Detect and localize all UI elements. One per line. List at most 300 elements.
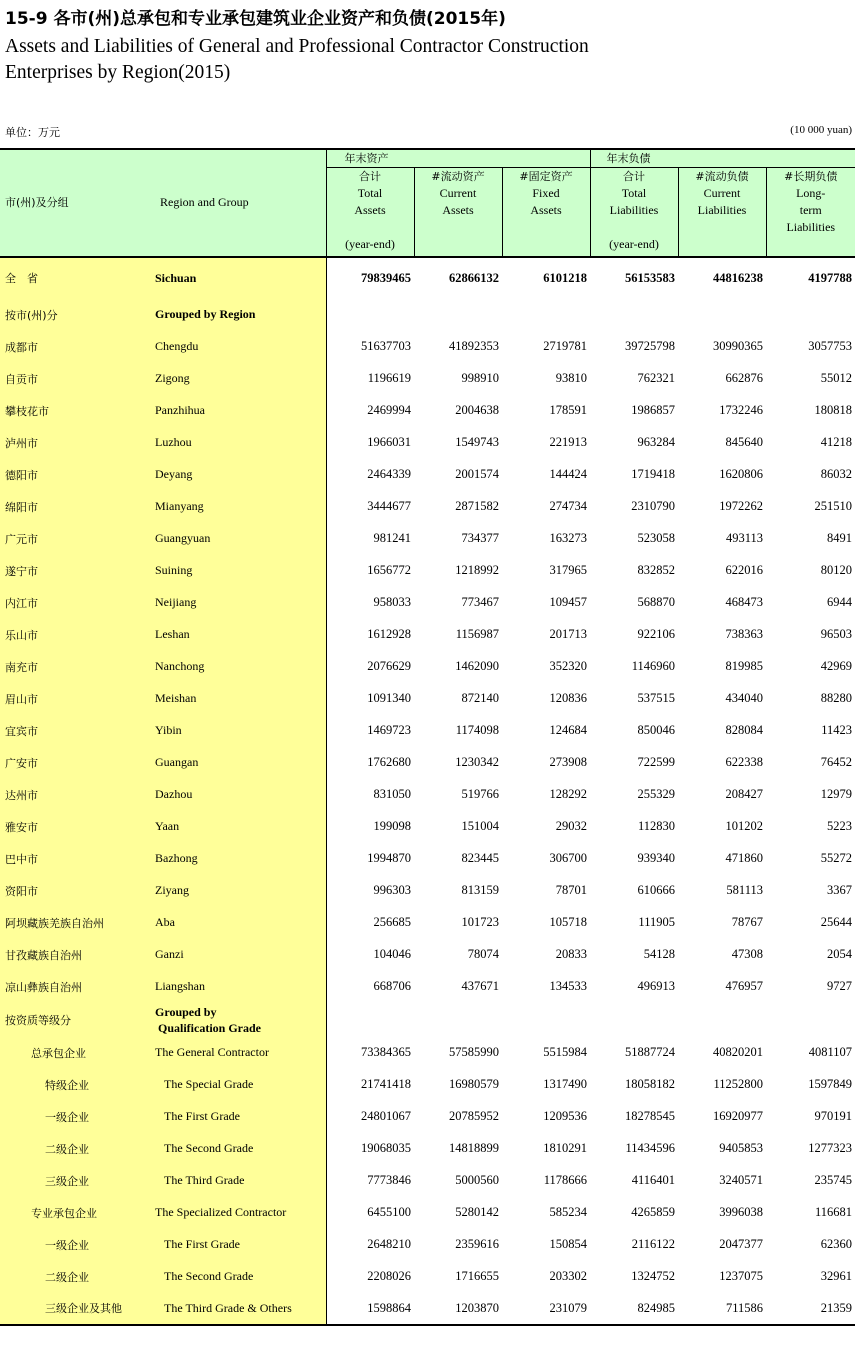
table-row xyxy=(0,747,855,779)
cell-total-assets: 24801067 xyxy=(361,1109,411,1123)
row-region-en-line2: Qualification Grade xyxy=(158,1020,261,1035)
cell-current-assets: 5000560 xyxy=(455,1173,499,1187)
cell-current-liabilities: 40820201 xyxy=(713,1045,763,1059)
unit-label-zh: 单位：万元 xyxy=(5,126,60,139)
row-region-zh: 按市(州)分 xyxy=(0,299,155,331)
row-region-en xyxy=(155,257,326,299)
cell-current-assets: 1156987 xyxy=(455,627,499,641)
row-region-en-text: The Second Grade xyxy=(164,1269,254,1283)
cell-current-liabilities xyxy=(678,299,766,331)
row-region-zh: 德阳市 xyxy=(0,459,155,491)
table-row xyxy=(0,811,855,843)
cell-long-term-liabilities: 180818 xyxy=(814,403,853,417)
cell-current-assets: 1203870 xyxy=(414,1293,502,1325)
row-region-en-text: Grouped by Region xyxy=(155,307,256,321)
cell-current-assets: 437671 xyxy=(461,979,499,993)
cell-total-assets: 21741418 xyxy=(361,1077,411,1091)
cell-current-assets: 2004638 xyxy=(455,403,499,417)
cell-current-liabilities: 1972262 xyxy=(719,499,763,513)
cell-fixed-assets: 274734 xyxy=(549,499,587,513)
row-region-en xyxy=(155,1197,326,1229)
table-row xyxy=(0,779,855,811)
cell-long-term-liabilities: 6944 xyxy=(827,595,853,609)
cell-fixed-assets: 5515984 xyxy=(543,1045,587,1059)
cell-total-liabilities: 850046 xyxy=(637,723,675,737)
header-region-zh: 市(州)及分组 xyxy=(0,149,155,257)
table-row xyxy=(0,1069,855,1101)
cell-current-liabilities: 1620806 xyxy=(719,467,763,481)
cell-total-assets: 2208026 xyxy=(367,1269,411,1283)
cell-total-liabilities xyxy=(590,299,678,331)
table-row xyxy=(0,587,855,619)
cell-long-term-liabilities: 55012 xyxy=(820,371,853,385)
row-region-zh: 遂宁市 xyxy=(0,555,155,587)
cell-total-assets: 996303 xyxy=(373,883,411,897)
row-region-en-line1: Grouped by xyxy=(155,1004,217,1019)
row-region-zh: 宜宾市 xyxy=(0,715,155,747)
cell-current-assets: 823445 xyxy=(461,851,499,865)
row-region-en xyxy=(155,939,326,971)
row-region-zh: 广安市 xyxy=(0,747,155,779)
header-current-liabilities: #流动负债 Current Liabilities xyxy=(678,168,766,257)
table-row xyxy=(0,1133,855,1165)
cell-current-assets: 62866132 xyxy=(449,270,499,285)
table-row xyxy=(0,395,855,427)
row-region-en xyxy=(155,907,326,939)
cell-total-assets: 1994870 xyxy=(367,851,411,865)
row-region-en-text: The First Grade xyxy=(164,1237,240,1251)
header-assets-group: 年末资产 xyxy=(326,149,590,168)
table-row xyxy=(0,491,855,523)
cell-long-term-liabilities: 1277323 xyxy=(808,1141,853,1155)
table-row xyxy=(0,1165,855,1197)
header-total-assets: 合计 Total Assets (year-end) xyxy=(326,168,414,257)
row-region-zh: 乐山市 xyxy=(0,619,155,651)
cell-total-assets: 668706 xyxy=(373,979,411,993)
cell-fixed-assets: 150854 xyxy=(549,1237,587,1251)
row-region-zh: 凉山彝族自治州 xyxy=(0,971,155,1003)
cell-total-liabilities: 722599 xyxy=(637,755,675,769)
row-region-zh: 甘孜藏族自治州 xyxy=(0,939,155,971)
cell-total-liabilities: 1719418 xyxy=(631,467,675,481)
row-region-en-text: Zigong xyxy=(155,371,190,385)
row-region-en xyxy=(155,395,326,427)
table-row xyxy=(0,427,855,459)
row-region-en xyxy=(155,491,326,523)
row-region-zh: 自贡市 xyxy=(0,363,155,395)
cell-total-liabilities: 496913 xyxy=(637,979,675,993)
table-row xyxy=(0,555,855,587)
cell-long-term-liabilities: 251510 xyxy=(814,499,853,513)
cell-total-liabilities: 2310790 xyxy=(631,499,675,513)
cell-fixed-assets: 78701 xyxy=(555,883,587,897)
row-region-zh: 特级企业 xyxy=(0,1069,155,1101)
row-region-en-text: The Special Grade xyxy=(164,1077,254,1091)
row-region-en-text: Nanchong xyxy=(155,659,205,673)
data-table xyxy=(0,148,855,1326)
cell-total-liabilities: 18278545 xyxy=(625,1109,675,1123)
cell-current-liabilities: 208427 xyxy=(725,787,763,801)
row-region-en xyxy=(155,747,326,779)
row-region-en xyxy=(155,811,326,843)
row-region-en-text: The First Grade xyxy=(164,1109,240,1123)
unit-label-en: (10 000 yuan) xyxy=(790,124,852,136)
cell-total-liabilities: 610666 xyxy=(637,883,675,897)
header-liabilities-group: 年末负债 xyxy=(590,149,855,168)
cell-fixed-assets: 352320 xyxy=(549,659,587,673)
cell-total-assets: 958033 xyxy=(373,595,411,609)
cell-total-liabilities: 111905 xyxy=(638,915,675,929)
cell-long-term-liabilities: 11423 xyxy=(821,723,853,737)
cell-long-term-liabilities: 116681 xyxy=(814,1205,853,1219)
row-region-en xyxy=(155,971,326,1003)
cell-long-term-liabilities: 42969 xyxy=(820,659,853,673)
cell-total-liabilities: 922106 xyxy=(637,627,675,641)
row-region-en-text: Suining xyxy=(155,563,193,577)
cell-current-assets: 78074 xyxy=(467,947,499,961)
cell-total-assets: 831050 xyxy=(373,787,411,801)
cell-long-term-liabilities: 3367 xyxy=(827,883,853,897)
cell-current-liabilities: 819985 xyxy=(725,659,763,673)
cell-current-liabilities: 101202 xyxy=(725,819,763,833)
cell-long-term-liabilities: 8491 xyxy=(827,531,853,545)
row-region-zh: 达州市 xyxy=(0,779,155,811)
cell-long-term-liabilities xyxy=(766,299,855,331)
cell-total-assets: 1966031 xyxy=(367,435,411,449)
cell-current-assets: 41892353 xyxy=(449,339,499,353)
cell-total-assets: 7773846 xyxy=(367,1173,411,1187)
table-row xyxy=(0,1293,855,1325)
table-row xyxy=(0,971,855,1003)
cell-current-assets: 5280142 xyxy=(455,1205,499,1219)
row-region-en-text: Guangan xyxy=(155,755,199,769)
cell-total-liabilities: 11434596 xyxy=(625,1141,675,1155)
cell-total-assets: 1762680 xyxy=(367,755,411,769)
row-region-en xyxy=(155,1069,326,1101)
row-region-en xyxy=(155,587,326,619)
cell-long-term-liabilities: 55272 xyxy=(820,851,853,865)
cell-total-assets: 2464339 xyxy=(367,467,411,481)
row-region-en-text: Bazhong xyxy=(155,851,198,865)
table-row xyxy=(0,363,855,395)
table-row xyxy=(0,1261,855,1293)
cell-current-liabilities: 3240571 xyxy=(719,1173,763,1187)
cell-fixed-assets: 120836 xyxy=(549,691,587,705)
row-region-zh: 全 省 xyxy=(0,257,155,299)
row-region-zh: 资阳市 xyxy=(0,875,155,907)
cell-total-liabilities: 523058 xyxy=(637,531,675,545)
cell-fixed-assets: 1317490 xyxy=(543,1077,587,1091)
row-region-zh: 总承包企业 xyxy=(0,1037,155,1069)
row-region-en-text: Mianyang xyxy=(155,499,204,513)
cell-total-liabilities: 112830 xyxy=(637,819,675,833)
row-region-en xyxy=(155,1037,326,1069)
row-region-zh: 成都市 xyxy=(0,331,155,363)
cell-total-liabilities: 1324752 xyxy=(631,1269,675,1283)
cell-total-assets: 2469994 xyxy=(367,403,411,417)
row-region-en xyxy=(155,555,326,587)
cell-current-assets: 1218992 xyxy=(455,563,499,577)
cell-total-liabilities: 18058182 xyxy=(625,1077,675,1091)
cell-fixed-assets: 201713 xyxy=(549,627,587,641)
table-row xyxy=(0,715,855,747)
cell-current-liabilities: 16920977 xyxy=(713,1109,763,1123)
cell-current-liabilities: 78767 xyxy=(731,915,763,929)
cell-total-liabilities: 762321 xyxy=(637,371,675,385)
row-region-en xyxy=(155,523,326,555)
header-total-liabilities: 合计 Total Liabilities (year-end) xyxy=(590,168,678,257)
cell-current-liabilities: 434040 xyxy=(725,691,763,705)
table-row xyxy=(0,843,855,875)
cell-current-liabilities: 622338 xyxy=(725,755,763,769)
cell-total-assets: 3444677 xyxy=(367,499,411,513)
table-row xyxy=(0,1229,855,1261)
cell-total-liabilities: 255329 xyxy=(637,787,675,801)
cell-total-liabilities: 1986857 xyxy=(631,403,675,417)
cell-long-term-liabilities: 9727 xyxy=(827,979,853,993)
table-row xyxy=(0,875,855,907)
row-region-en xyxy=(155,651,326,683)
cell-current-assets: 2871582 xyxy=(455,499,499,513)
row-region-en-text: Liangshan xyxy=(155,979,205,993)
row-region-zh: 泸州市 xyxy=(0,427,155,459)
cell-current-assets xyxy=(414,299,502,331)
cell-current-assets: 101723 xyxy=(461,915,499,929)
header-region-en: Region and Group xyxy=(155,149,326,257)
cell-total-assets: 2076629 xyxy=(367,659,411,673)
cell-current-assets: 1549743 xyxy=(455,435,499,449)
cell-fixed-assets: 231079 xyxy=(502,1293,590,1325)
cell-current-assets: 2001574 xyxy=(455,467,499,481)
cell-current-liabilities: 47308 xyxy=(731,947,763,961)
table-body xyxy=(0,257,855,1325)
cell-current-assets: 813159 xyxy=(461,883,499,897)
header-current-assets: #流动资产 Current Assets xyxy=(414,168,502,257)
row-region-en-text: Luzhou xyxy=(155,435,192,449)
cell-long-term-liabilities: 96503 xyxy=(820,627,853,641)
cell-long-term-liabilities: 32961 xyxy=(820,1269,853,1283)
cell-current-liabilities: 622016 xyxy=(725,563,763,577)
cell-current-assets: 1462090 xyxy=(455,659,499,673)
cell-total-liabilities: 939340 xyxy=(637,851,675,865)
cell-fixed-assets: 124684 xyxy=(549,723,587,737)
cell-fixed-assets: 105718 xyxy=(549,915,587,929)
cell-fixed-assets: 178591 xyxy=(549,403,587,417)
cell-current-liabilities: 662876 xyxy=(725,371,763,385)
cell-fixed-assets: 109457 xyxy=(549,595,587,609)
cell-current-liabilities: 3996038 xyxy=(719,1205,763,1219)
cell-long-term-liabilities: 5223 xyxy=(827,819,853,833)
row-region-en xyxy=(155,843,326,875)
cell-current-assets: 1174098 xyxy=(455,723,499,737)
cell-long-term-liabilities: 25644 xyxy=(820,915,853,929)
cell-long-term-liabilities: 76452 xyxy=(820,755,853,769)
cell-fixed-assets: 1209536 xyxy=(543,1109,587,1123)
cell-fixed-assets: 29032 xyxy=(555,819,587,833)
cell-current-liabilities: 493113 xyxy=(725,531,763,545)
cell-total-assets xyxy=(326,299,414,331)
cell-fixed-assets: 1178666 xyxy=(543,1173,587,1187)
cell-total-liabilities: 4116401 xyxy=(631,1173,675,1187)
cell-long-term-liabilities xyxy=(766,1003,855,1037)
cell-current-assets: 2359616 xyxy=(455,1237,499,1251)
title-block xyxy=(5,4,853,86)
table-row xyxy=(0,459,855,491)
cell-current-assets: 998910 xyxy=(461,371,499,385)
cell-current-liabilities: 1237075 xyxy=(719,1269,763,1283)
row-region-en xyxy=(155,1101,326,1133)
row-region-zh: 攀枝花市 xyxy=(0,395,155,427)
table-row xyxy=(0,1037,855,1069)
row-region-en-text: Yibin xyxy=(155,723,182,737)
cell-total-liabilities: 963284 xyxy=(637,435,675,449)
cell-current-assets: 20785952 xyxy=(449,1109,499,1123)
title-zh: 15-9 各市(州)总承包和专业承包建筑业企业资产和负债(2015年) xyxy=(5,9,506,29)
cell-long-term-liabilities: 2054 xyxy=(827,947,853,961)
row-region-zh: 三级企业 xyxy=(0,1165,155,1197)
row-region-zh: 巴中市 xyxy=(0,843,155,875)
cell-fixed-assets xyxy=(502,1003,590,1037)
cell-total-liabilities: 832852 xyxy=(637,563,675,577)
row-region-en-text: Guangyuan xyxy=(155,531,211,545)
cell-long-term-liabilities: 970191 xyxy=(814,1109,853,1123)
row-region-en xyxy=(155,1165,326,1197)
row-region-en-text: Aba xyxy=(155,915,175,929)
row-region-en xyxy=(155,875,326,907)
cell-total-assets: 73384365 xyxy=(361,1045,411,1059)
title-en-line2: Enterprises by Region(2015) xyxy=(5,62,231,83)
row-region-en-text: The Second Grade xyxy=(164,1141,254,1155)
row-region-en xyxy=(155,299,326,331)
cell-total-assets: 1469723 xyxy=(367,723,411,737)
cell-long-term-liabilities: 4197788 xyxy=(808,270,853,285)
cell-total-assets: 1091340 xyxy=(367,691,411,705)
row-region-zh: 按资质等级分 xyxy=(0,1003,155,1037)
row-region-zh: 广元市 xyxy=(0,523,155,555)
cell-total-assets: 981241 xyxy=(373,531,411,545)
title-en-line1: Assets and Liabilities of General and Professional Contractor Construction xyxy=(5,36,589,57)
cell-total-assets: 199098 xyxy=(373,819,411,833)
cell-total-liabilities: 4265859 xyxy=(631,1205,675,1219)
cell-fixed-assets: 273908 xyxy=(549,755,587,769)
row-region-en-text: The Third Grade xyxy=(164,1173,245,1187)
cell-current-liabilities: 828084 xyxy=(725,723,763,737)
cell-total-liabilities: 824985 xyxy=(590,1293,678,1325)
cell-total-assets: 104046 xyxy=(373,947,411,961)
cell-long-term-liabilities: 80120 xyxy=(820,563,853,577)
cell-current-liabilities: 476957 xyxy=(725,979,763,993)
cell-fixed-assets: 134533 xyxy=(549,979,587,993)
row-region-en-text: The Specialized Contractor xyxy=(155,1205,287,1219)
cell-long-term-liabilities: 235745 xyxy=(814,1173,853,1187)
cell-total-liabilities: 537515 xyxy=(637,691,675,705)
cell-current-liabilities: 9405853 xyxy=(719,1141,763,1155)
cell-current-assets: 1716655 xyxy=(455,1269,499,1283)
cell-long-term-liabilities: 62360 xyxy=(820,1237,853,1251)
table-row xyxy=(0,619,855,651)
row-region-en-text: Leshan xyxy=(155,627,190,641)
row-region-zh: 眉山市 xyxy=(0,683,155,715)
cell-current-liabilities: 738363 xyxy=(725,627,763,641)
table-row xyxy=(0,257,855,299)
row-region-en xyxy=(155,683,326,715)
cell-long-term-liabilities: 86032 xyxy=(820,467,853,481)
cell-current-liabilities: 1732246 xyxy=(719,403,763,417)
cell-total-assets: 1656772 xyxy=(367,563,411,577)
row-region-en-text: Panzhihua xyxy=(155,403,205,417)
row-region-en-text: Ziyang xyxy=(155,883,189,897)
row-region-en xyxy=(155,1003,326,1037)
cell-total-liabilities: 51887724 xyxy=(625,1045,675,1059)
row-region-en xyxy=(155,427,326,459)
table-row xyxy=(0,331,855,363)
table-row xyxy=(0,683,855,715)
table-row xyxy=(0,939,855,971)
row-region-en xyxy=(155,779,326,811)
cell-fixed-assets: 163273 xyxy=(549,531,587,545)
row-region-zh: 二级企业 xyxy=(0,1133,155,1165)
cell-current-assets: 519766 xyxy=(461,787,499,801)
cell-total-assets: 1196619 xyxy=(367,371,411,385)
cell-current-assets xyxy=(414,1003,502,1037)
cell-current-liabilities: 468473 xyxy=(725,595,763,609)
cell-current-liabilities: 845640 xyxy=(725,435,763,449)
cell-fixed-assets: 2719781 xyxy=(543,339,587,353)
table-row xyxy=(0,651,855,683)
table-row xyxy=(0,1197,855,1229)
cell-fixed-assets: 144424 xyxy=(549,467,587,481)
cell-current-liabilities: 711586 xyxy=(678,1293,766,1325)
row-region-zh: 内江市 xyxy=(0,587,155,619)
cell-total-assets: 1612928 xyxy=(367,627,411,641)
table-row xyxy=(0,299,855,331)
row-region-en xyxy=(155,459,326,491)
cell-current-assets: 1230342 xyxy=(455,755,499,769)
row-region-zh: 一级企业 xyxy=(0,1229,155,1261)
row-region-en-text: Deyang xyxy=(155,467,193,481)
table-row xyxy=(0,523,855,555)
cell-current-assets: 773467 xyxy=(461,595,499,609)
row-region-zh: 阿坝藏族羌族自治州 xyxy=(0,907,155,939)
cell-fixed-assets: 203302 xyxy=(549,1269,587,1283)
cell-long-term-liabilities: 3057753 xyxy=(808,339,853,353)
cell-current-liabilities: 30990365 xyxy=(713,339,763,353)
table-row xyxy=(0,1003,855,1037)
cell-current-assets: 14818899 xyxy=(449,1141,499,1155)
cell-fixed-assets: 20833 xyxy=(555,947,587,961)
row-region-zh: 南充市 xyxy=(0,651,155,683)
row-region-zh: 专业承包企业 xyxy=(0,1197,155,1229)
cell-current-liabilities: 44816238 xyxy=(713,270,763,285)
cell-fixed-assets: 306700 xyxy=(549,851,587,865)
row-region-en-text: The Third Grade & Others xyxy=(164,1300,292,1315)
cell-fixed-assets: 1810291 xyxy=(543,1141,587,1155)
cell-current-assets: 57585990 xyxy=(449,1045,499,1059)
cell-total-liabilities: 39725798 xyxy=(625,339,675,353)
row-region-zh: 雅安市 xyxy=(0,811,155,843)
cell-current-assets: 872140 xyxy=(461,691,499,705)
row-region-en xyxy=(155,331,326,363)
cell-total-liabilities: 2116122 xyxy=(631,1237,675,1251)
row-region-en-text: Sichuan xyxy=(155,270,197,285)
row-region-zh: 一级企业 xyxy=(0,1101,155,1133)
row-region-en xyxy=(155,1133,326,1165)
cell-total-assets: 51637703 xyxy=(361,339,411,353)
header-long-term-liabilities: #长期负债 Long- term Liabilities xyxy=(766,168,855,257)
row-region-en-text: Neijiang xyxy=(155,595,197,609)
cell-long-term-liabilities: 88280 xyxy=(820,691,853,705)
cell-fixed-assets: 6101218 xyxy=(543,270,587,285)
